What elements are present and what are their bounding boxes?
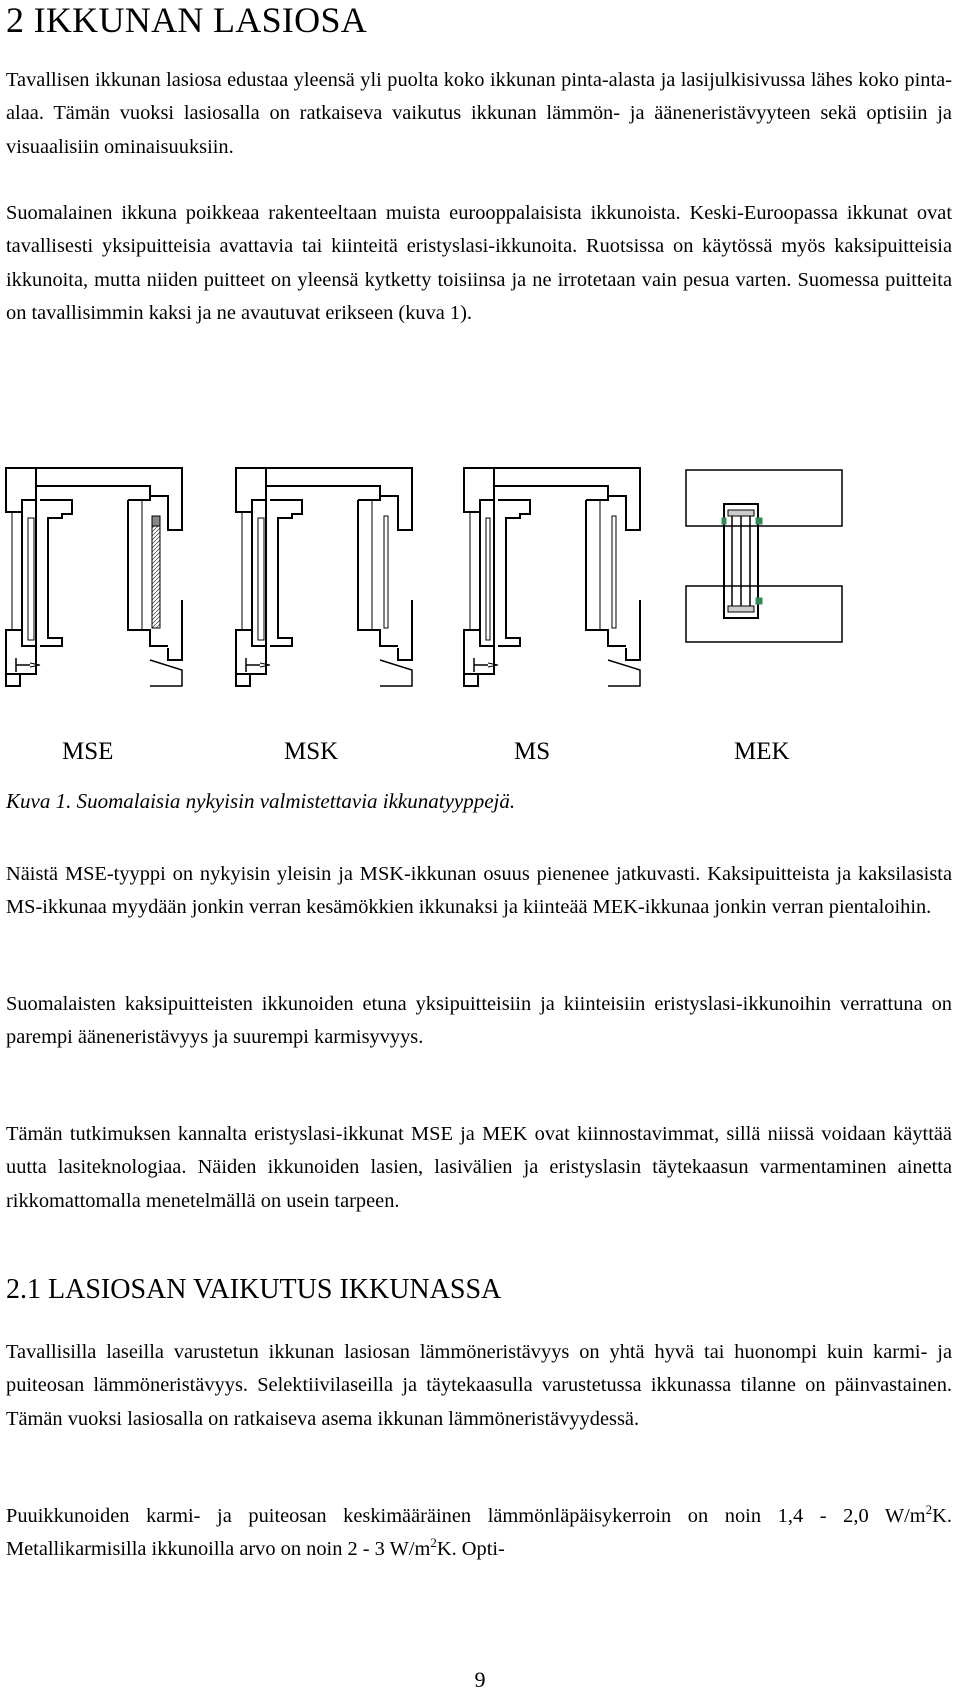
- paragraph-7: [6, 1500, 952, 1567]
- paragraph-2: Suomalainen ikkuna poikkeaa rakenteeltaan muista eurooppalaisista ikkunoista. Keski-Euroopassa ikkunat ovat tavallisesti yksipuitteisia avattavia tai kiinteitä eristyslasi-ikkunoita. Ruotsissa on käytössä myös kaksipuitteisia ikkunoita, mutta niiden puitteet on yleensä kytketty toisiinsa ja ne irrotetaan vain pesua varten. Suomessa puitteita on tavallisimmin kaksi ja ne avautuvat erikseen (kuva 1).: [6, 202, 952, 324]
- paragraph-7-part-b: K. Metallikarmisilla ikkunoilla arvo on noin 2 - 3 W/m: [6, 1505, 952, 1561]
- figure-caption: Kuva 1. Suomalaisia nykyisin valmistettavia ikkunatyyppejä.: [6, 789, 516, 813]
- paragraph-7-part-c: K. Opti-: [436, 1538, 505, 1561]
- paragraph-4: Suomalaisten kaksipuitteisten ikkunoiden etuna yksipuitteisiin ja kiinteisiin eristyslasi-ikkunoihin verrattuna on parempi ääneneristävyys ja suurempi karmisyvyys.: [6, 993, 952, 1049]
- superscript-1: 2: [925, 1502, 933, 1518]
- msk-section-drawing: [236, 468, 412, 686]
- figure-label-msk: MSK: [284, 738, 339, 765]
- page-number: 9: [474, 1667, 486, 1692]
- paragraph-6: Tavallisilla laseilla varustetun ikkunan lasiosan lämmöneristävyys on yhtä hyvä tai huonompi kuin karmi- ja puiteosan lämmöneristävyys. Selektiivilaseilla ja täytekaasulla varustetussa ikkunassa tilanne on päinvastainen. Tämän vuoksi lasiosalla on ratkaiseva asema ikkunan lämmöneristävyydessä.: [6, 1341, 952, 1430]
- window-sections-drawing: [0, 460, 960, 720]
- section-heading: 2.1 LASIOSAN VAIKUTUS IKKUNASSA: [6, 1274, 502, 1305]
- paragraph-7-part-a: Puuikkunoiden karmi- ja puiteosan keskimääräinen lämmönläpäisykerroin on noin 1,4 - 2,0 W/m: [6, 1505, 926, 1527]
- figure-window-types: [0, 460, 960, 720]
- figure-label-mek: MEK: [734, 738, 790, 765]
- paragraph-5: Tämän tutkimuksen kannalta eristyslasi-ikkunat MSE ja MEK ovat kiinnostavimmat, sillä niissä voidaan käyttää uutta lasiteknologiaa. Näiden ikkunoiden lasien, lasivälien ja eristyslasin täytekaasun varmentaminen ainetta rikkomattomalla menetelmällä on usein tarpeen.: [6, 1123, 952, 1212]
- ms-section-drawing: [464, 468, 640, 686]
- superscript-2: 2: [430, 1535, 437, 1551]
- figure-label-mse: MSE: [62, 738, 114, 765]
- mek-section-drawing: [686, 470, 842, 642]
- figure-label-ms: MS: [514, 738, 551, 765]
- mse-section-drawing: [6, 468, 182, 686]
- chapter-heading: 2 IKKUNAN LASIOSA: [6, 0, 368, 40]
- paragraph-1: Tavallisen ikkunan lasiosa edustaa yleensä yli puolta koko ikkunan pinta-alasta ja lasijulkisivussa lähes koko pinta-alaa. Tämän vuoksi lasiosalla on ratkaiseva vaikutus ikkunan lämmön- ja ääneneristävyyteen sekä optisiin ja visuaalisiin ominaisuuksiin.: [6, 69, 952, 158]
- paragraph-3: Näistä MSE-tyyppi on nykyisin yleisin ja MSK-ikkunan osuus pienenee jatkuvasti. Kaksipuitteista ja kaksilasista MS-ikkunaa myydään jonkin verran kesämökkien ikkunaksi ja kiinteää MEK-ikkunaa jonkin verran pientaloihin.: [6, 863, 952, 919]
